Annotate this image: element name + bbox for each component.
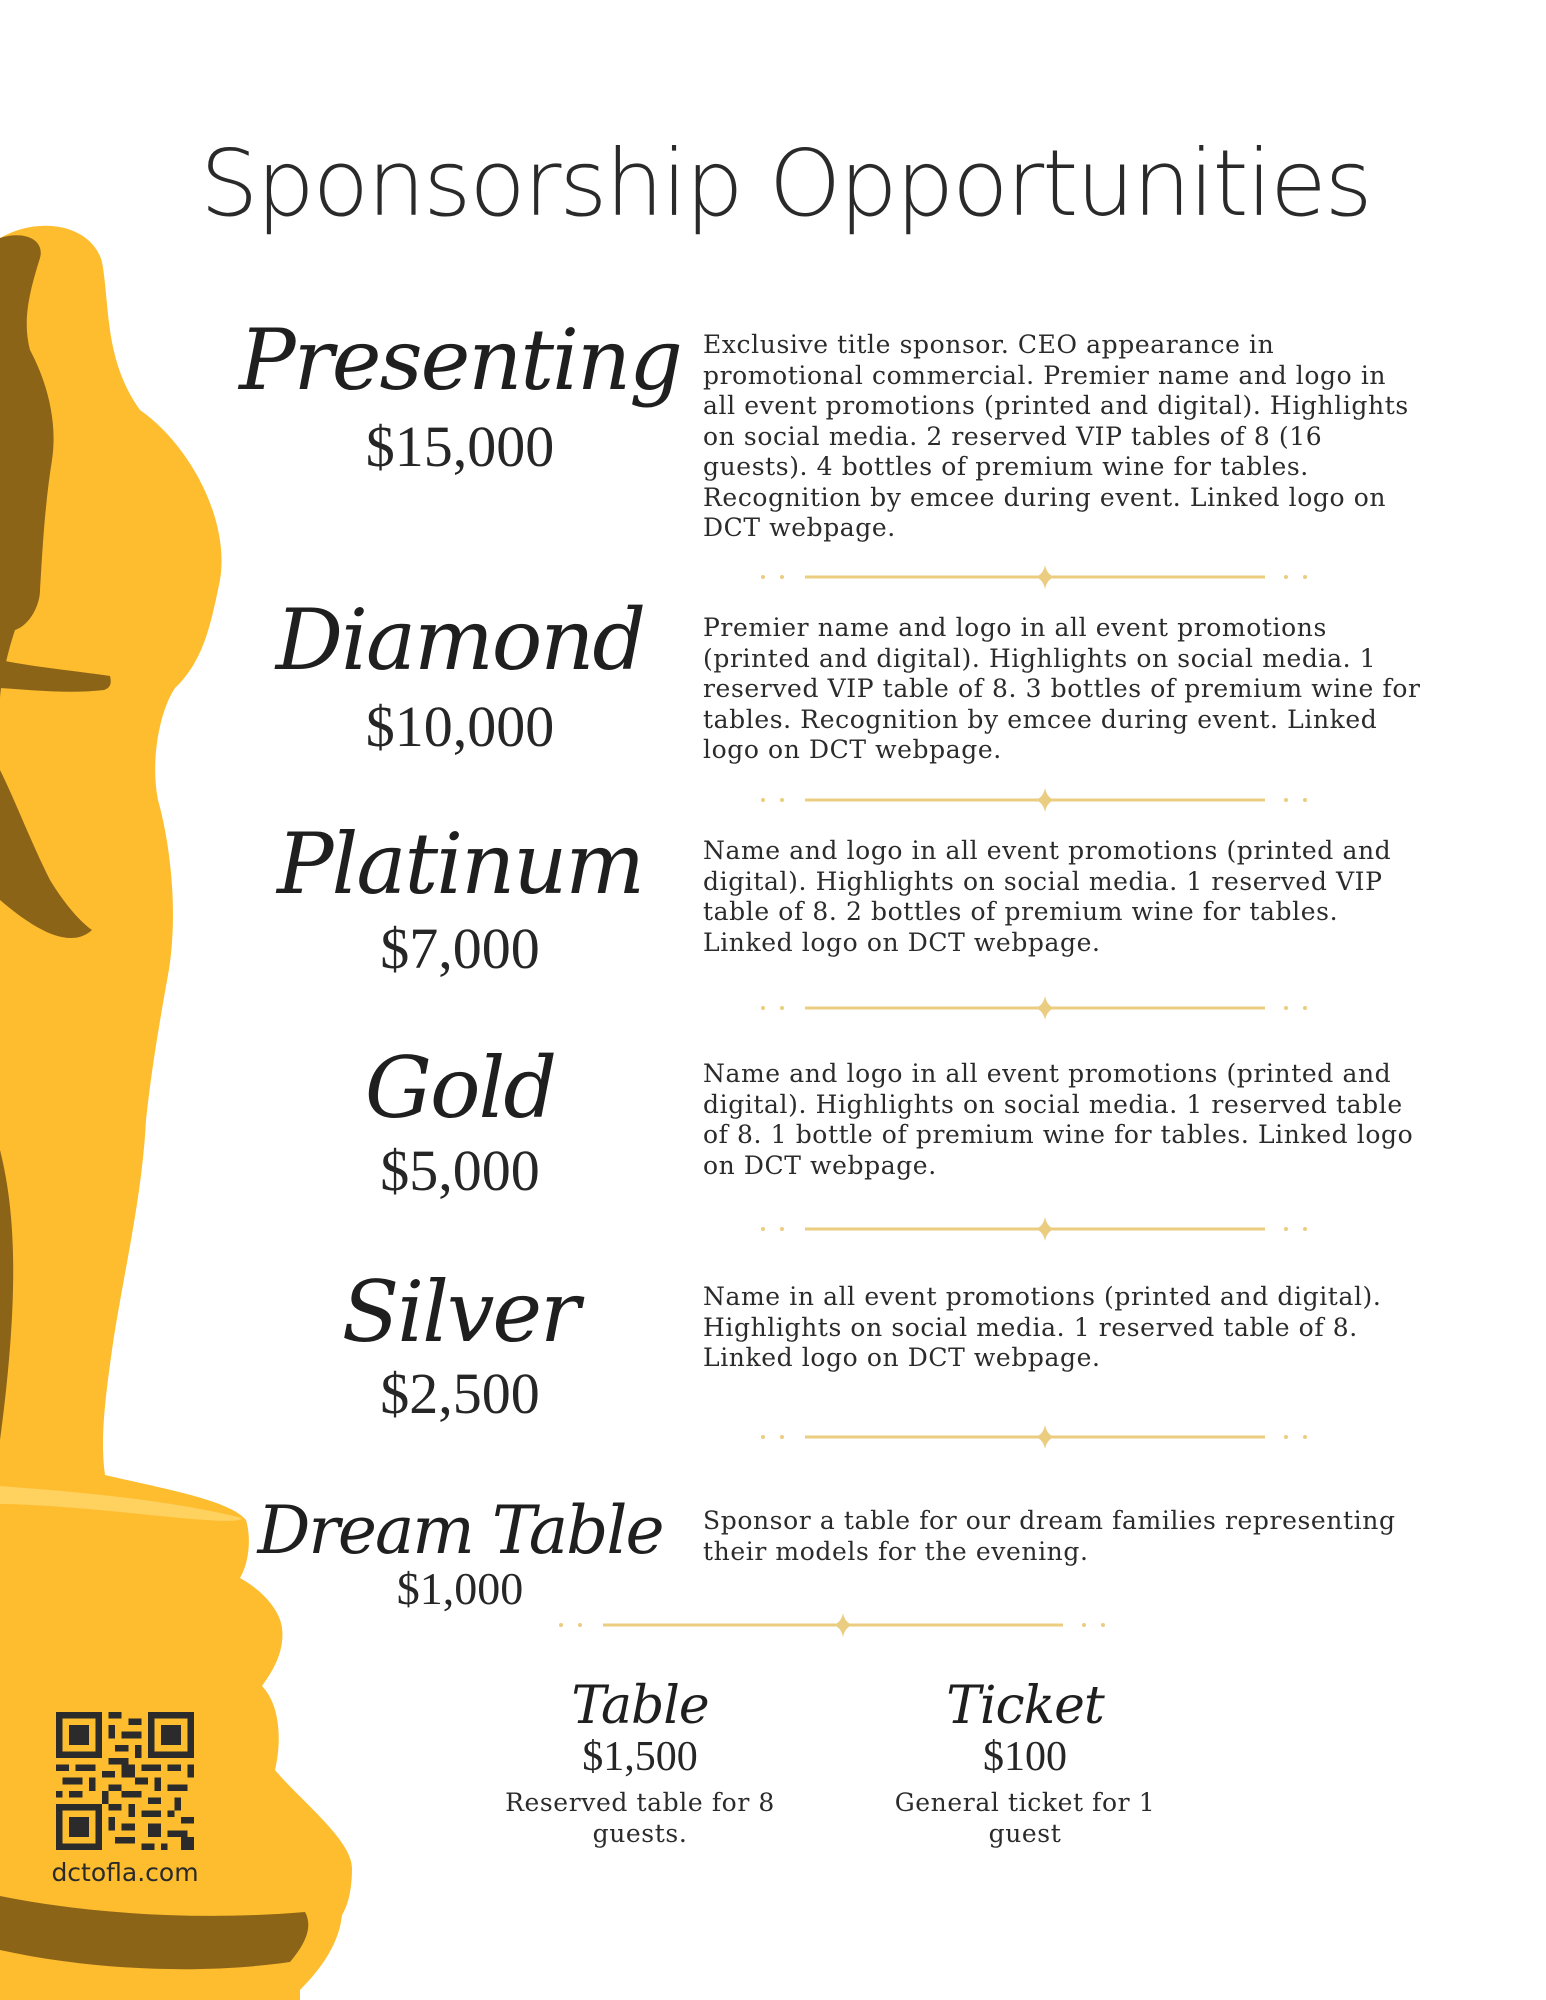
tier-description-diamond: Premier name and logo in all event promotions (printed and digital). Highlights on social media. 1 reserved VIP table of 8. 3 bottles of premium wine for tables. Recognition by emcee during event. Linked logo on DCT webpage.: [703, 613, 1421, 764]
qr-code[interactable]: [56, 1712, 194, 1850]
tier-name-silver: Silver: [341, 1263, 579, 1361]
ornamental-divider: [760, 1214, 1320, 1244]
tier-price-gold: $5,000: [380, 1138, 540, 1203]
tier-name-gold: Gold: [364, 1039, 556, 1137]
extra-price-ticket: $100: [983, 1734, 1067, 1780]
extra-price-table: $1,500: [582, 1734, 698, 1780]
tier-price-presenting: $15,000: [365, 414, 555, 479]
tier-price-silver: $2,500: [380, 1361, 540, 1426]
ornamental-divider: [760, 785, 1320, 815]
extra-description-table: Reserved table for 8 guests.: [505, 1788, 775, 1848]
tier-description-presenting: Exclusive title sponsor. CEO appearance in promotional commercial. Premier name and logo in all event promotions (printed and digital). Highlights on social media. 2 reserved VIP tables of 8 (16 guests). 4 bottles of premium wine for tables. Recognition by emcee during event. Linked logo on DCT webpage.: [703, 330, 1409, 542]
tier-name-presenting: Presenting: [239, 311, 681, 409]
tier-name-diamond: Diamond: [275, 591, 645, 689]
tier-description-dream-table: Sponsor a table for our dream families representing their models for the evening.: [703, 1506, 1396, 1566]
tier-price-diamond: $10,000: [365, 694, 555, 759]
ornamental-divider: [760, 993, 1320, 1023]
tier-name-dream-table: Dream Table: [257, 1492, 663, 1569]
extra-description-ticket: General ticket for 1 guest: [894, 1788, 1156, 1848]
tier-price-dream-table: $1,000: [396, 1563, 524, 1614]
extra-name-ticket: Ticket: [946, 1676, 1104, 1736]
tier-name-platinum: Platinum: [277, 815, 643, 913]
tier-description-silver: Name in all event promotions (printed and digital). Highlights on social media. 1 reserved table of 8. Linked logo on DCT webpage.: [703, 1282, 1382, 1372]
website-url[interactable]: dctofla.com: [51, 1858, 199, 1887]
extra-name-table: Table: [571, 1676, 709, 1736]
tier-description-platinum: Name and logo in all event promotions (printed and digital). Highlights on social media. 1 reserved VIP table of 8. 2 bottles of premium wine for tables. Linked logo on DCT webpage.: [703, 836, 1392, 957]
page-title: Sponsorship Opportunities: [200, 130, 1371, 237]
ornamental-divider: [760, 562, 1320, 592]
tier-price-platinum: $7,000: [380, 916, 540, 981]
tier-description-gold: Name and logo in all event promotions (printed and digital). Highlights on social media. 1 reserved table of 8. 1 bottle of premium wine for tables. Linked logo on DCT webpage.: [703, 1059, 1414, 1180]
ornamental-divider: [760, 1422, 1320, 1452]
ornamental-divider: [558, 1610, 1118, 1640]
